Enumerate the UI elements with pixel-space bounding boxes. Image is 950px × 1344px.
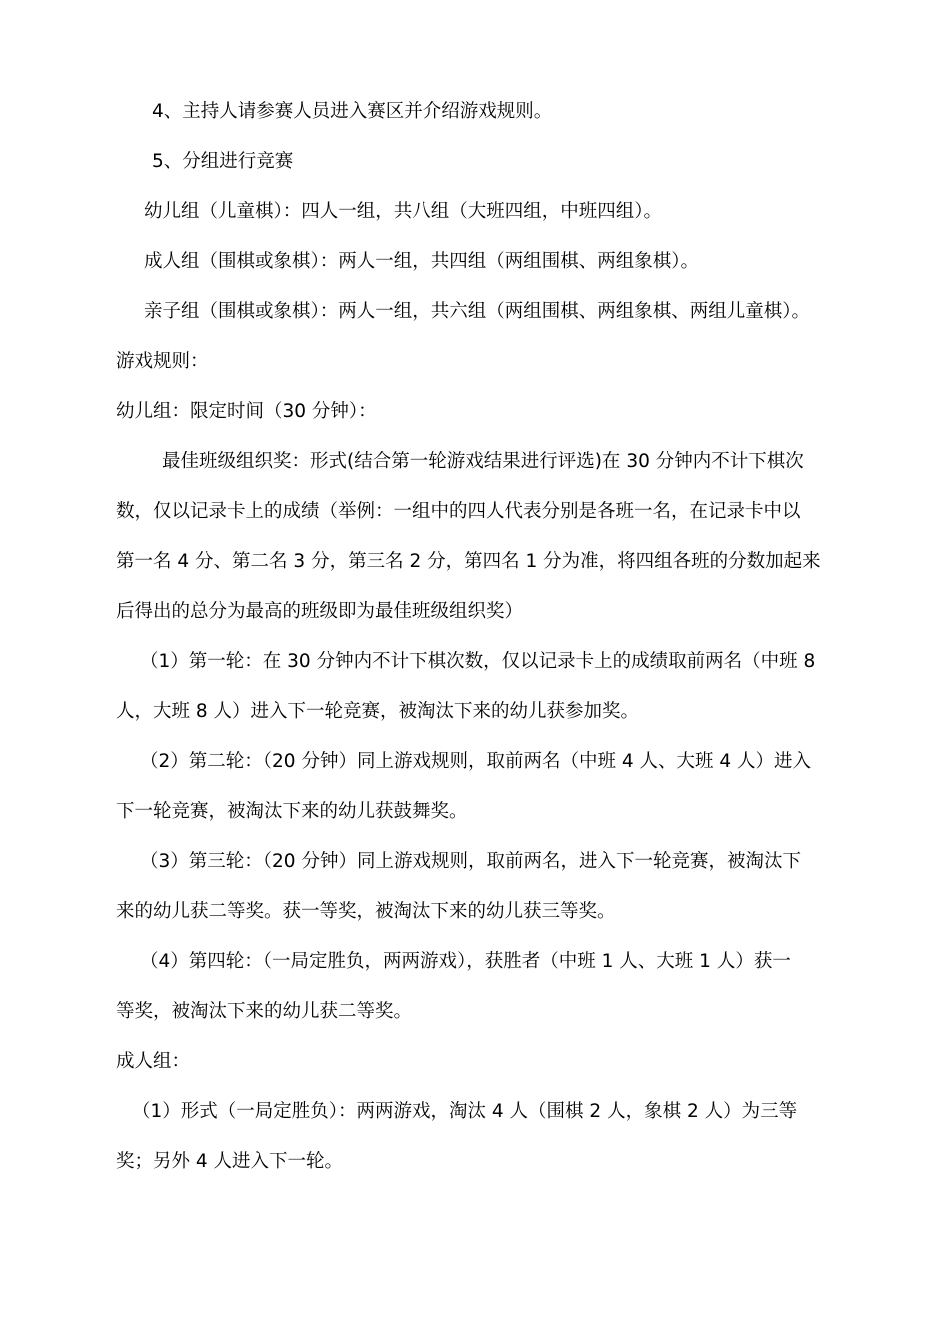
text-line-6: 游戏规则： (116, 351, 209, 372)
text-line-12: （1）第一轮：在 30 分钟内不计下棋次数，仅以记录卡上的成绩取前两名（中班 8 (140, 651, 816, 672)
text-line-7: 幼儿组：限定时间（30 分钟）： (116, 401, 377, 422)
text-line-17: 来的幼儿获二等奖。获一等奖，被淘汰下来的幼儿获三等奖。 (116, 901, 616, 922)
text-line-20: 成人组： (116, 1051, 191, 1072)
text-line-5: 亲子组（围棋或象棋）：两人一组，共六组（两组围棋、两组象棋、两组儿童棋）。 (144, 301, 811, 322)
text-line-2: 5、分组进行竞赛 (152, 151, 294, 172)
text-line-15: 下一轮竞赛，被淘汰下来的幼儿获鼓舞奖。 (116, 801, 468, 822)
text-line-9: 数，仅以记录卡上的成绩（举例：一组中的四人代表分别是各班一名，在记录卡中以 (116, 501, 801, 522)
text-line-3: 幼儿组（儿童棋）：四人一组，共八组（大班四组，中班四组）。 (144, 201, 663, 222)
text-line-16: （3）第三轮：（20 分钟）同上游戏规则，取前两名，进入下一轮竞赛，被淘汰下 (140, 851, 801, 872)
text-line-22: 奖；另外 4 人进入下一轮。 (116, 1151, 344, 1172)
text-line-14: （2）第二轮：（20 分钟）同上游戏规则，取前两名（中班 4 人、大班 4 人）进入 (140, 751, 812, 772)
text-line-19: 等奖，被淘汰下来的幼儿获二等奖。 (116, 1001, 413, 1022)
text-line-10: 第一名 4 分、第二名 3 分，第三名 2 分，第四名 1 分为准，将四组各班的分数加起来 (116, 551, 821, 572)
text-line-21: （1）形式（一局定胜负）：两两游戏，淘汰 4 人（围棋 2 人，象棋 2 人）为三等 (132, 1101, 798, 1122)
text-line-13: 人，大班 8 人）进入下一轮竞赛，被淘汰下来的幼儿获参加奖。 (116, 701, 640, 722)
text-line-8: 最佳班级组织奖：形式(结合第一轮游戏结果进行评选)在 30 分钟内不计下棋次 (162, 451, 804, 472)
text-line-4: 成人组（围棋或象棋）：两人一组，共四组（两组围棋、两组象棋）。 (144, 251, 700, 272)
text-line-11: 后得出的总分为最高的班级即为最佳班级组织奖） (116, 601, 524, 622)
text-line-18: （4）第四轮：（一局定胜负，两两游戏），获胜者（中班 1 人、大班 1 人）获一 (140, 951, 791, 972)
text-line-1: 4、主持人请参赛人员进入赛区并介绍游戏规则。 (152, 101, 553, 122)
